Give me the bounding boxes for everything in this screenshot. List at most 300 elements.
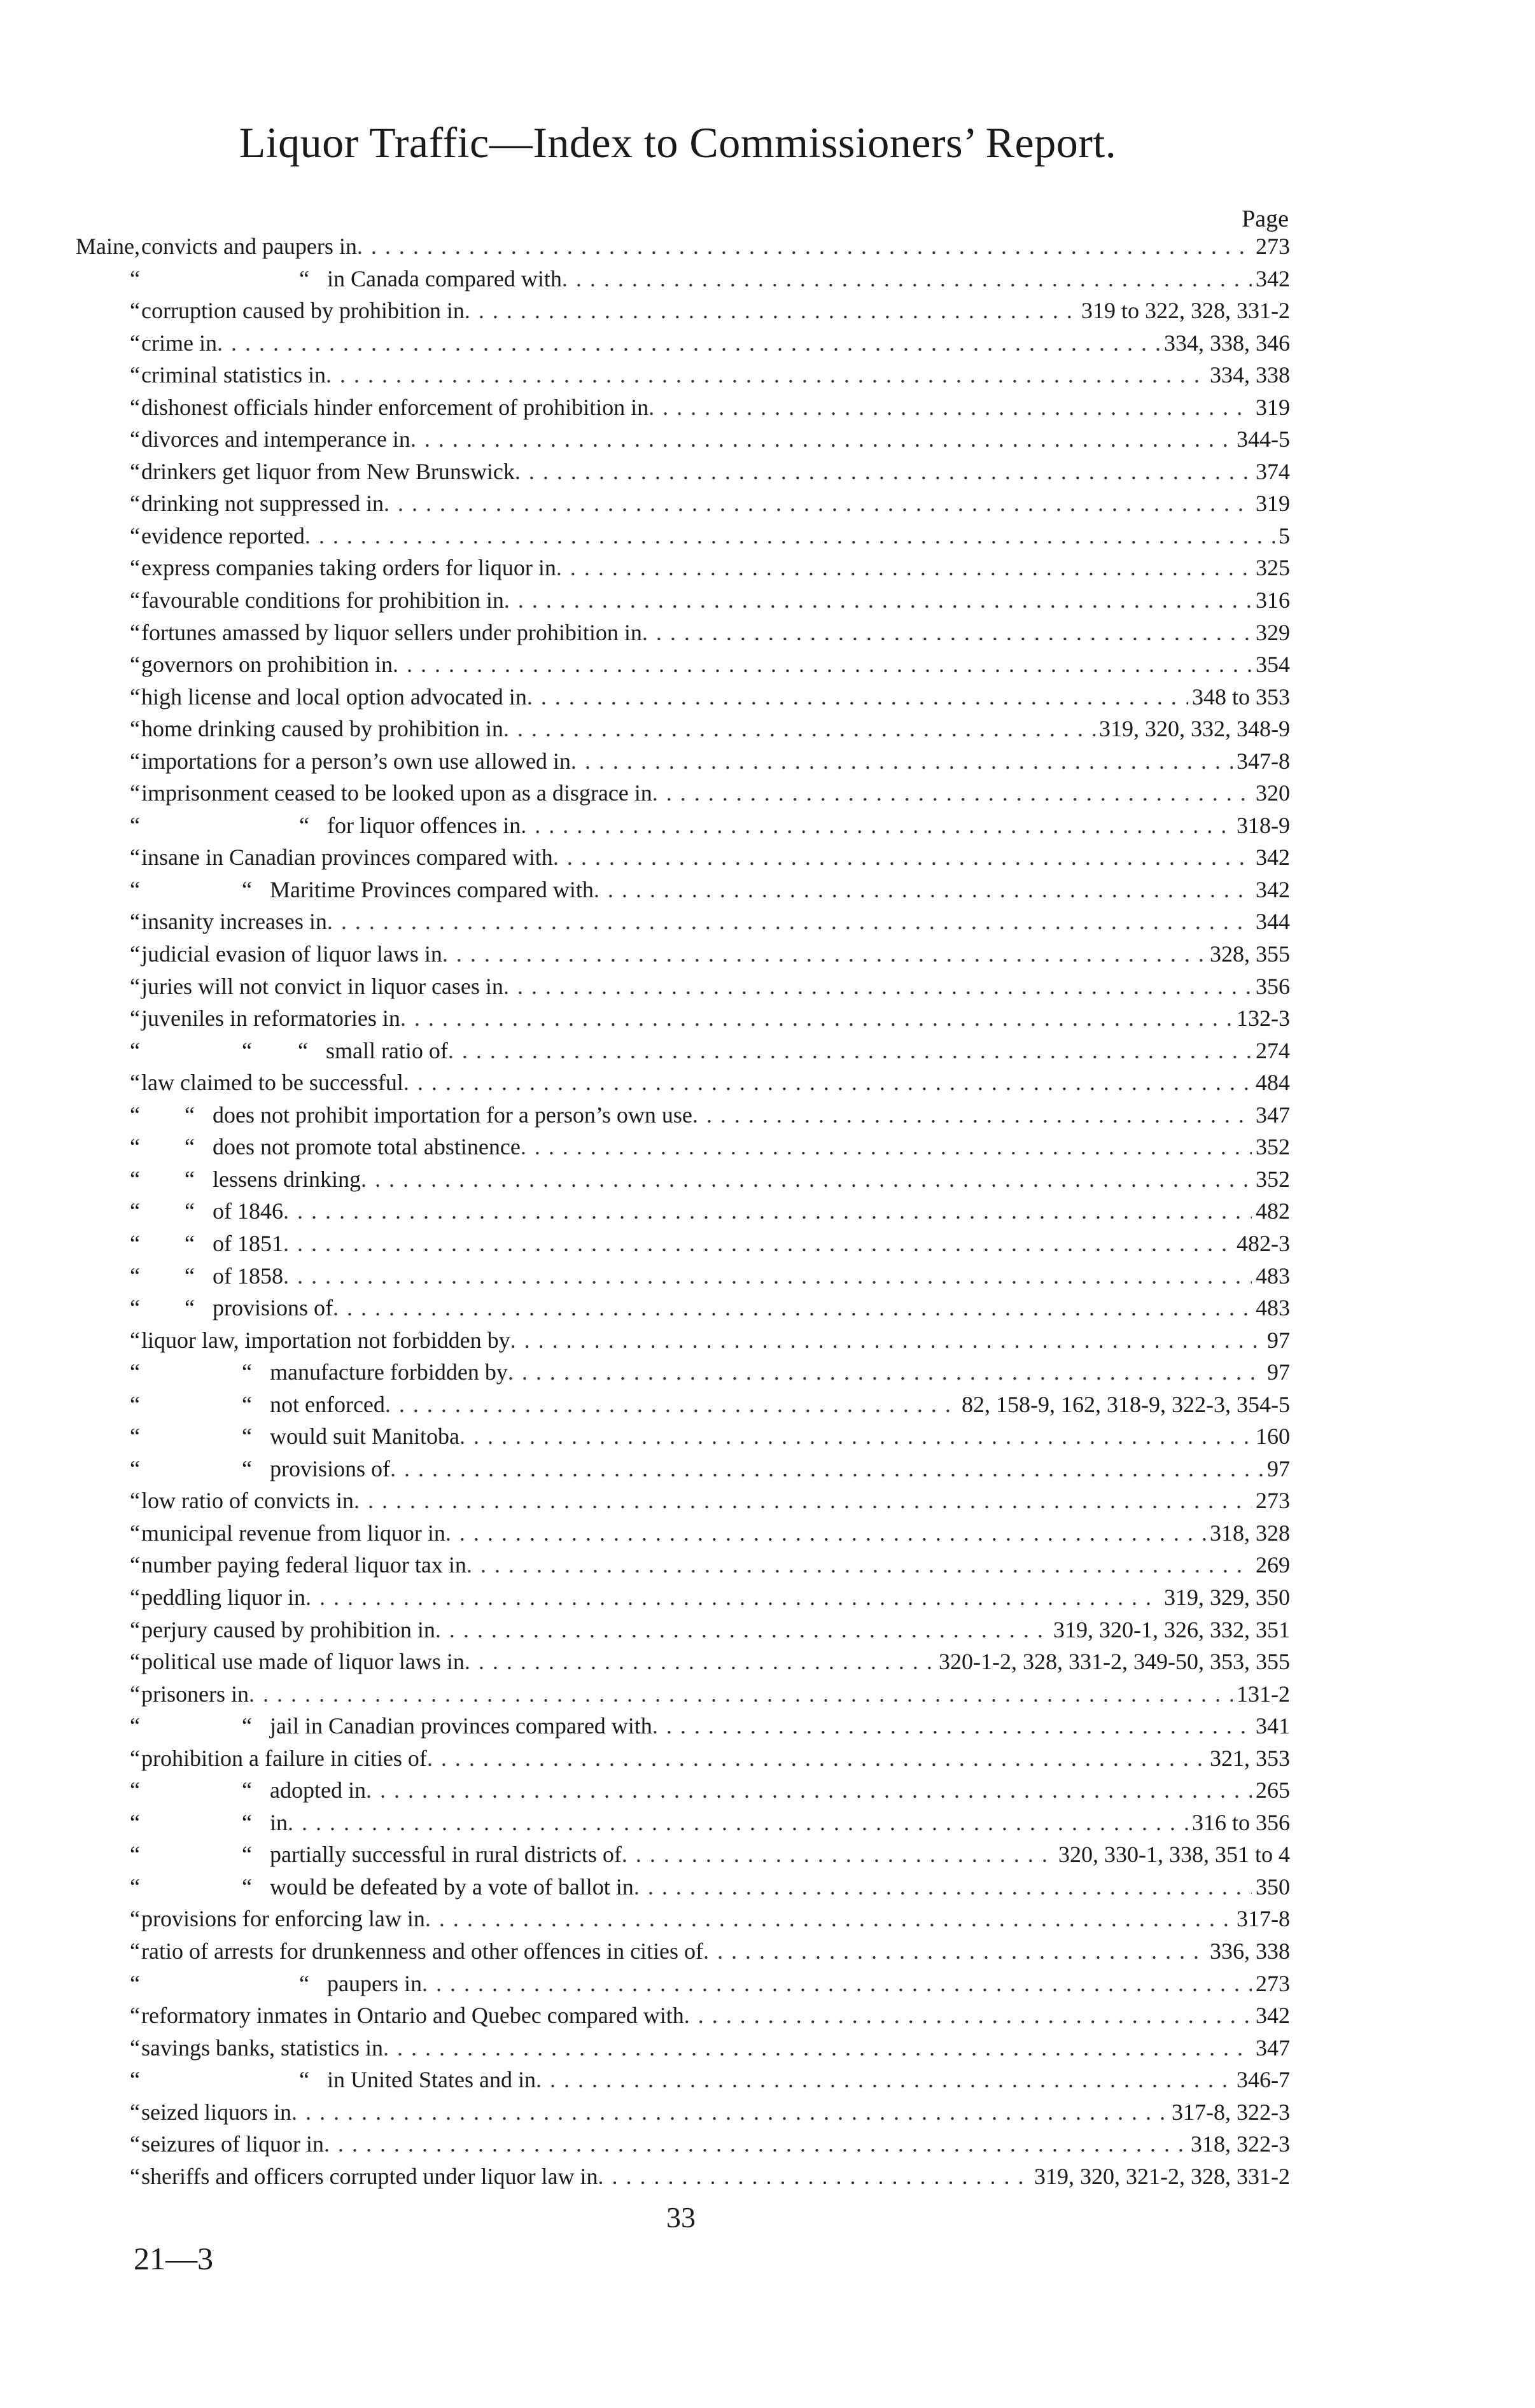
entry-label: does not prohibit importation for a person’s own use: [212, 1102, 692, 1128]
entry-pages: 318-9: [1237, 812, 1290, 838]
index-entry: [0, 391, 1535, 424]
entry-lead: “: [130, 1327, 140, 1353]
entry-pages: 319: [1256, 394, 1290, 420]
entry-pages: 317-8: [1237, 1906, 1290, 1932]
entry-label: juveniles in reformatories in: [141, 1005, 400, 1032]
entry-label: liquor law, importation not forbidden by: [141, 1327, 510, 1353]
entry-lead: “: [130, 362, 140, 388]
index-entry: [0, 1389, 1535, 1421]
entry-lead: “: [130, 1263, 140, 1289]
index-entry: [0, 1903, 1535, 1935]
entry-pages: 274: [1256, 1037, 1290, 1063]
entry-lead: “: [130, 1616, 140, 1642]
entry-lead: “: [130, 1166, 140, 1192]
index-entry: [0, 1935, 1535, 1968]
entry-body: [141, 648, 1290, 681]
entry-label: in: [269, 1809, 288, 1835]
entry-lead: “: [130, 1102, 140, 1128]
entry-body: [242, 1807, 1290, 1839]
entry-pages: 319, 320, 332, 348-9: [1099, 716, 1290, 742]
entry-label: provisions of: [269, 1455, 390, 1481]
entry-pages: 97: [1267, 1359, 1290, 1385]
dot-leader: [333, 1292, 1252, 1324]
entry-lead: “: [130, 426, 140, 452]
entry-body: [141, 1742, 1290, 1775]
index-entry: [0, 809, 1535, 842]
index-entry: [0, 1710, 1535, 1742]
index-entry: [0, 487, 1535, 520]
entry-lead: “: [130, 1777, 140, 1803]
index-entry: [0, 552, 1535, 584]
entry-pages: 132-3: [1237, 1005, 1290, 1032]
entry-body: [141, 1549, 1290, 1581]
dot-leader: [410, 423, 1233, 456]
entry-pages: 319, 329, 350: [1164, 1584, 1290, 1610]
index-entry: [0, 1968, 1535, 2000]
index-entry: [0, 1774, 1535, 1807]
entry-lead: Maine,: [76, 234, 140, 259]
entry-body: [141, 745, 1290, 778]
entry-label: insanity increases in: [141, 909, 327, 935]
dot-leader: [283, 1228, 1233, 1260]
entry-label: savings banks, statistics in: [141, 2034, 383, 2061]
entry-label: partially successful in rural districts of: [269, 1842, 622, 1868]
entry-label: seizures of liquor in: [141, 2131, 324, 2157]
entry-label: provisions of: [212, 1295, 333, 1321]
entry-pages: 329: [1256, 619, 1290, 645]
entry-lead: “: [130, 555, 140, 581]
index-entry: [0, 2128, 1535, 2160]
ditto-mark: “: [242, 1809, 252, 1835]
ditto-mark: “: [242, 1777, 252, 1803]
entry-label: not enforced: [269, 1391, 385, 1417]
entry-label: importations for a person’s own use allowed in: [141, 748, 571, 774]
entry-lead: “: [130, 1424, 140, 1450]
ditto-mark: “: [242, 1359, 252, 1385]
index-entry: [0, 874, 1535, 906]
entry-body: [299, 809, 1290, 842]
index-entry: [0, 681, 1535, 713]
index-entry: [0, 2096, 1535, 2129]
entry-body: [299, 263, 1290, 295]
entry-label: juries will not convict in liquor cases in: [141, 973, 503, 999]
entry-lead: “: [130, 1230, 140, 1256]
index-entry: [0, 1324, 1535, 1357]
entry-label: judicial evasion of liquor laws in: [141, 941, 442, 967]
entry-label: ratio of arrests for drunkenness and other offences in cities of: [141, 1938, 704, 1964]
dot-leader: [466, 1549, 1252, 1581]
entry-lead: “: [130, 1070, 140, 1096]
dot-leader: [459, 1420, 1252, 1453]
entry-lead: “: [130, 1681, 140, 1707]
entry-pages: 352: [1256, 1134, 1290, 1160]
entry-pages: 482-3: [1237, 1230, 1290, 1256]
dot-leader: [305, 520, 1275, 552]
ditto-mark: “: [185, 1198, 195, 1224]
index-entry: [0, 617, 1535, 649]
dot-leader: [634, 1871, 1252, 1903]
entry-label: in United States and in: [326, 2067, 536, 2093]
entry-pages: 334, 338, 346: [1164, 330, 1290, 356]
dot-leader: [553, 841, 1252, 874]
dot-leader: [283, 1260, 1252, 1292]
entry-lead: “: [130, 1037, 140, 1063]
index-entry: [0, 713, 1535, 745]
index-list: [0, 230, 1535, 2192]
dot-leader: [435, 1614, 1049, 1646]
index-entry: [0, 520, 1535, 552]
entry-label: Maritime Provinces compared with: [269, 876, 594, 902]
index-entry: [0, 359, 1535, 391]
dot-leader: [442, 938, 1206, 970]
dot-leader: [383, 2032, 1252, 2064]
entry-body: [141, 1614, 1290, 1646]
dot-leader: [642, 617, 1252, 649]
index-entry: [0, 1742, 1535, 1775]
entry-pages: 325: [1256, 555, 1290, 581]
entry-body: [242, 1453, 1290, 1485]
index-entry: [0, 1067, 1535, 1099]
entry-body: [141, 487, 1290, 520]
entry-lead: “: [130, 1005, 140, 1032]
entry-label: provisions for enforcing law in: [141, 1906, 425, 1932]
entry-lead: “: [130, 458, 140, 484]
ditto-mark: “: [242, 1391, 252, 1417]
entry-body: [141, 2160, 1290, 2193]
entry-body: [141, 681, 1290, 713]
entry-pages: 342: [1256, 265, 1290, 291]
entry-body: [242, 1389, 1290, 1421]
dot-leader: [503, 713, 1095, 745]
index-entry: [0, 1678, 1535, 1711]
entry-body: [141, 1002, 1290, 1035]
index-entry: [0, 970, 1535, 1003]
entry-label: would suit Manitoba: [269, 1424, 459, 1450]
signature-mark: 21—3: [134, 2241, 213, 2276]
entry-lead: “: [130, 812, 140, 838]
page-title: Liquor Traffic—Index to Commissioners’ Report.: [239, 118, 1117, 167]
ditto-mark: “: [299, 265, 309, 291]
ditto-mark: “: [242, 1842, 252, 1868]
entry-body: [141, 327, 1290, 360]
entry-lead: “: [130, 330, 140, 356]
entry-lead: “: [130, 844, 140, 871]
page-column-label: Page: [1242, 206, 1289, 232]
index-entry: [0, 1260, 1535, 1292]
entry-body: [299, 2064, 1290, 2096]
entry-label: dishonest officials hinder enforcement of prohibition in: [141, 394, 649, 420]
entry-body: [141, 359, 1290, 391]
index-entry: [0, 1871, 1535, 1903]
index-entry: [0, 1549, 1535, 1581]
entry-label: evidence reported: [141, 522, 305, 549]
entry-label: fortunes amassed by liquor sellers under prohibition in: [141, 619, 642, 645]
ditto-mark: “: [185, 1166, 195, 1192]
entry-pages: 131-2: [1237, 1681, 1290, 1707]
index-entry: [0, 1517, 1535, 1550]
entry-body: [141, 1678, 1290, 1711]
entry-pages: 160: [1256, 1424, 1290, 1450]
entry-body: [141, 1646, 1290, 1678]
ditto-mark: “: [299, 2067, 309, 2093]
index-entry: [0, 1356, 1535, 1389]
entry-pages: 273: [1256, 1488, 1290, 1514]
entry-body: [141, 841, 1290, 874]
entry-lead: “: [130, 1552, 140, 1578]
entry-lead: “: [130, 683, 140, 710]
index-entry: [0, 230, 1535, 263]
entry-body: [299, 1968, 1290, 2000]
entry-body: [141, 552, 1290, 584]
dot-leader: [427, 1742, 1206, 1775]
entry-lead: “: [130, 1359, 140, 1385]
entry-lead: “: [130, 2099, 140, 2125]
index-entry: [0, 1420, 1535, 1453]
entry-lead: “: [130, 1873, 140, 1900]
index-entry: [0, 456, 1535, 488]
index-entry: [0, 906, 1535, 938]
entry-body: [141, 391, 1290, 424]
index-entry: [0, 295, 1535, 327]
dot-leader: [324, 2128, 1187, 2160]
dot-leader: [425, 1903, 1233, 1935]
dot-leader: [422, 1968, 1252, 2000]
entry-body: [242, 1420, 1290, 1453]
entry-label: for liquor offences in: [326, 812, 521, 838]
entry-lead: “: [130, 748, 140, 774]
index-entry: [0, 1035, 1535, 1067]
dot-leader: [445, 1517, 1206, 1550]
dot-leader: [684, 1999, 1252, 2032]
entry-lead: “: [130, 491, 140, 517]
entry-lead: “: [130, 716, 140, 742]
entry-lead: “: [130, 1745, 140, 1771]
entry-lead: “: [130, 522, 140, 549]
entry-pages: 342: [1256, 876, 1290, 902]
entry-lead: “: [130, 2003, 140, 2029]
entry-body: [141, 423, 1290, 456]
entry-lead: “: [130, 2034, 140, 2061]
entry-label: peddling liquor in: [141, 1584, 305, 1610]
entry-label: manufacture forbidden by: [269, 1359, 508, 1385]
dot-leader: [403, 1067, 1252, 1099]
index-entry: [0, 1807, 1535, 1839]
entry-pages: 319: [1256, 491, 1290, 517]
entry-body: [141, 1999, 1290, 2032]
entry-pages: 320: [1256, 780, 1290, 806]
entry-label: governors on prohibition in: [141, 652, 393, 678]
entry-body: [185, 1195, 1290, 1228]
index-entry: [0, 1292, 1535, 1324]
entry-label: paupers in: [326, 1970, 422, 1996]
entry-lead: “: [130, 298, 140, 324]
entry-label: of 1851: [212, 1230, 283, 1256]
entry-label: of 1858: [212, 1263, 283, 1289]
index-entry: [0, 648, 1535, 681]
entry-label: perjury caused by prohibition in: [141, 1616, 435, 1642]
ditto-mark: “: [185, 1102, 195, 1128]
entry-lead: “: [130, 1134, 140, 1160]
entry-pages: 328, 355: [1210, 941, 1290, 967]
entry-pages: 352: [1256, 1166, 1290, 1192]
entry-pages: 82, 158-9, 162, 318-9, 322-3, 354-5: [962, 1391, 1290, 1417]
entry-body: [242, 1035, 1290, 1067]
dot-leader: [536, 2064, 1233, 2096]
entry-pages: 482: [1256, 1198, 1290, 1224]
entry-body: [242, 1774, 1290, 1807]
entry-pages: 356: [1256, 973, 1290, 999]
ditto-mark: “: [299, 1970, 309, 1996]
entry-pages: 320, 330-1, 338, 351 to 4: [1058, 1842, 1290, 1868]
entry-lead: “: [130, 2163, 140, 2189]
entry-lead: “: [130, 1906, 140, 1932]
entry-lead: “: [130, 1649, 140, 1675]
entry-lead: “: [130, 1970, 140, 1996]
index-entry: [0, 1999, 1535, 2032]
entry-label: high license and local option advocated in: [141, 683, 527, 710]
entry-label: divorces and intemperance in: [141, 426, 410, 452]
entry-pages: 344: [1256, 909, 1290, 935]
dot-leader: [361, 1163, 1252, 1196]
entry-pages: 344-5: [1237, 426, 1290, 452]
dot-leader: [556, 552, 1252, 584]
ditto-mark: “: [185, 1230, 195, 1256]
entry-lead: “: [130, 587, 140, 613]
entry-pages: 342: [1256, 2003, 1290, 2029]
entry-label: of 1846: [212, 1198, 283, 1224]
entry-pages: 318, 328: [1210, 1520, 1290, 1546]
index-entry: [0, 1131, 1535, 1163]
index-entry: [0, 1614, 1535, 1646]
dot-leader: [288, 1807, 1188, 1839]
entry-lead: “: [130, 973, 140, 999]
ditto-mark: “: [242, 1713, 252, 1739]
index-entry: [0, 1485, 1535, 1517]
entry-lead: “: [130, 1584, 140, 1610]
entry-label: municipal revenue from liquor in: [141, 1520, 445, 1546]
entry-body: [141, 1324, 1290, 1357]
dot-leader: [465, 1646, 935, 1678]
entry-pages: 350: [1256, 1873, 1290, 1900]
entry-pages: 320-1-2, 328, 331-2, 349-50, 353, 355: [939, 1649, 1290, 1675]
dot-leader: [648, 391, 1252, 424]
entry-lead: “: [130, 780, 140, 806]
entry-pages: 354: [1256, 652, 1290, 678]
index-entry: [0, 1453, 1535, 1485]
entry-body: [141, 970, 1290, 1003]
entry-body: [141, 295, 1290, 327]
entry-lead: “: [130, 265, 140, 291]
entry-label: jail in Canadian provinces compared with: [269, 1713, 652, 1739]
entry-label: lessens drinking: [212, 1166, 361, 1192]
entry-body: [141, 2128, 1290, 2160]
ditto-mark: “: [242, 1424, 252, 1450]
dot-leader: [527, 681, 1188, 713]
entry-lead: “: [130, 1713, 140, 1739]
entry-label: crime in: [141, 330, 217, 356]
entry-pages: 374: [1256, 458, 1290, 484]
entry-pages: 319, 320-1, 326, 332, 351: [1053, 1616, 1290, 1642]
entry-label: insane in Canadian provinces compared with: [141, 844, 553, 871]
entry-body: [242, 1356, 1290, 1389]
entry-lead: “: [130, 909, 140, 935]
entry-pages: 316 to 356: [1191, 1809, 1290, 1835]
entry-body: [141, 938, 1290, 970]
entry-pages: 347: [1256, 2034, 1290, 2061]
entry-body: [242, 1838, 1290, 1871]
entry-lead: “: [130, 1809, 140, 1835]
entry-body: [185, 1099, 1290, 1131]
entry-lead: “: [130, 1295, 140, 1321]
index-entry: [0, 584, 1535, 617]
entry-label: law claimed to be successful: [141, 1070, 403, 1096]
index-entry: [0, 1581, 1535, 1614]
entry-pages: 97: [1267, 1327, 1290, 1353]
entry-body: [141, 1067, 1290, 1099]
entry-body: [141, 713, 1290, 745]
entry-body: [141, 584, 1290, 617]
entry-label: favourable conditions for prohibition in: [141, 587, 504, 613]
entry-pages: 316: [1256, 587, 1290, 613]
entry-body: [185, 1163, 1290, 1196]
entry-pages: 97: [1267, 1455, 1290, 1481]
dot-leader: [504, 584, 1252, 617]
entry-pages: 347: [1256, 1102, 1290, 1128]
index-entry: [0, 841, 1535, 874]
dot-leader: [327, 906, 1252, 938]
entry-label: political use made of liquor laws in: [141, 1649, 465, 1675]
index-entry: [0, 327, 1535, 360]
entry-label: express companies taking orders for liquor in: [141, 555, 556, 581]
entry-pages: 5: [1279, 522, 1290, 549]
entry-body: [141, 1935, 1290, 1968]
entry-pages: 269: [1256, 1552, 1290, 1578]
entry-lead: “: [130, 2131, 140, 2157]
dot-leader: [390, 1453, 1263, 1485]
dot-leader: [393, 648, 1252, 681]
dot-leader: [305, 1581, 1160, 1614]
entry-pages: 273: [1256, 234, 1290, 259]
ditto-mark: “ “: [242, 1037, 308, 1063]
dot-leader: [521, 809, 1233, 842]
dot-leader: [652, 1710, 1252, 1742]
index-entry: [0, 1099, 1535, 1131]
entry-pages: 346-7: [1237, 2067, 1290, 2093]
dot-leader: [465, 295, 1077, 327]
entry-body: [141, 456, 1290, 488]
dot-leader: [400, 1002, 1233, 1035]
entry-lead: “: [130, 2067, 140, 2093]
page-number: 33: [666, 2201, 696, 2234]
entry-label: convicts and paupers in: [141, 234, 357, 259]
dot-leader: [521, 1131, 1252, 1163]
entry-label: seized liquors in: [141, 2099, 291, 2125]
entry-body: [141, 2096, 1290, 2129]
index-entry: [0, 938, 1535, 970]
entry-body: [141, 1485, 1290, 1517]
entry-label: adopted in: [269, 1777, 366, 1803]
dot-leader: [291, 2096, 1168, 2129]
entry-body: [141, 520, 1290, 552]
entry-label: drinking not suppressed in: [141, 491, 384, 517]
dot-leader: [622, 1838, 1055, 1871]
ditto-mark: “: [299, 812, 309, 838]
entry-pages: 484: [1256, 1070, 1290, 1096]
entry-pages: 319 to 322, 328, 331-2: [1081, 298, 1290, 324]
entry-lead: “: [130, 1455, 140, 1481]
entry-pages: 483: [1256, 1263, 1290, 1289]
entry-pages: 341: [1256, 1713, 1290, 1739]
